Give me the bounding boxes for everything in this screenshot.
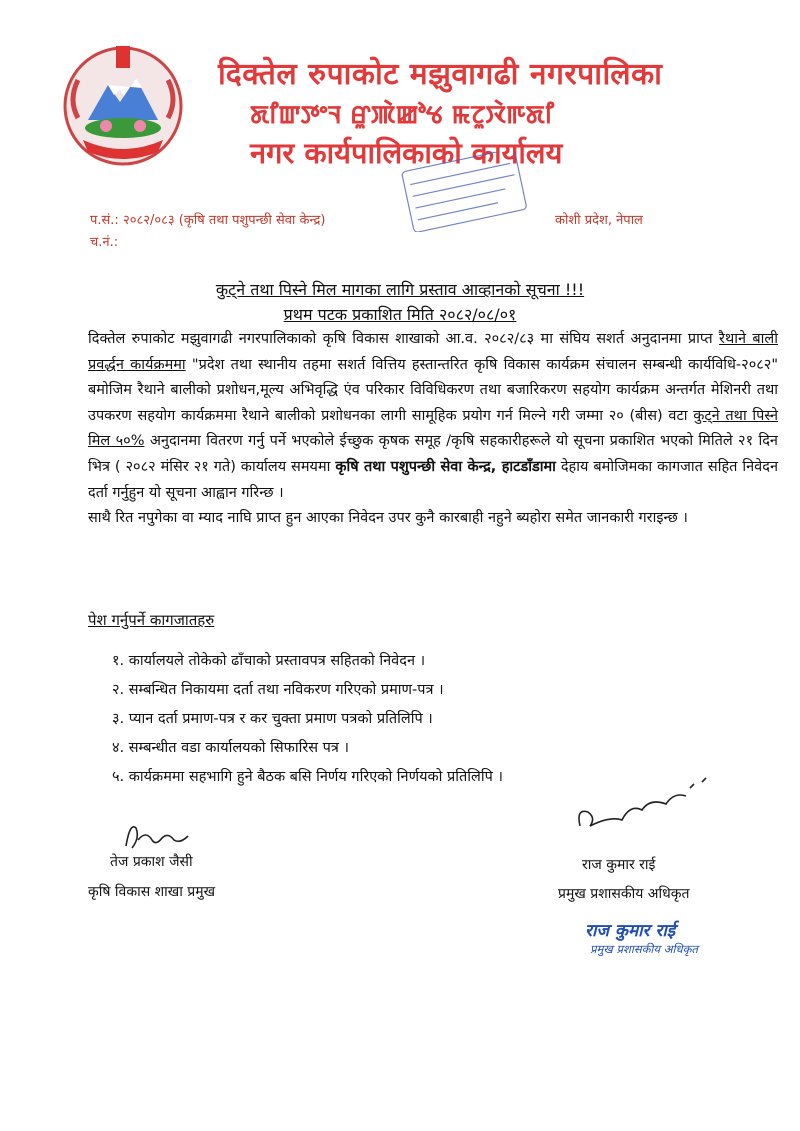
right-signatory-post: प्रमुख प्रशासकीय अधिकृत: [558, 886, 690, 902]
location: कोशी प्रदेश, नेपाल: [555, 213, 643, 228]
list-item: ३. प्यान दर्ता प्रमाण-पत्र र कर चुक्ता प्रमाण पत्रको प्रतिलिपि ।: [112, 711, 433, 727]
right-signatory-name: राज कुमार राई: [582, 857, 656, 873]
nepal-emblem-icon: [58, 40, 188, 166]
notice-title: कुट्ने तथा पिस्ने मिल मागका लागि प्रस्ताव आव्हानको सूचना !!!: [215, 280, 585, 299]
list-item: २. सम्बन्धित निकायमा दर्ता तथा नविकरण गरिएको प्रमाण-पत्र ।: [112, 682, 444, 698]
post-stamp: प्रमुख प्रशासकीय अधिकृत: [590, 942, 698, 956]
notice-body: [88, 327, 778, 532]
left-signatory-name: तेज प्रकाश जैसी: [110, 854, 193, 870]
body-paragraph-2: साथै रित नपुगेका वा म्याद नाघि प्राप्त हुन आएका निवेदन उपर कुनै कारबाही नहुने ब्यहोरा समेत जानकारी गराइन्छ ।: [88, 510, 688, 527]
left-signatory-post: कृषि विकास शाखा प्रमुख: [88, 884, 216, 900]
reference-number: प.सं.: २०८२/०८३ (कृषि तथा पशुपन्छी सेवा केन्द्र): [90, 213, 326, 228]
municipality-name-script: ꯗꯤꯛꯇꯦꯜ ꯔꯨꯄꯥꯀꯣꯠ ꯃꯖꯨꯋꯥꯒꯗꯤ: [250, 100, 554, 129]
list-item: ४. सम्बन्धीत वडा कार्यालयको सिफारिस पत्र ।: [112, 740, 350, 756]
notice-subtitle: प्रथम पटक प्रकाशित मिति २०८२/०८/०१: [283, 305, 517, 324]
dispatch-number: च.नं.:: [90, 235, 119, 250]
list-item: ५. कार्यक्रममा सहभागि हुने बैठक बसि निर्णय गरिएको निर्णयको प्रतिलिपि ।: [112, 769, 503, 785]
documents-heading: पेश गर्नुपर्ने कागजातहरु: [88, 611, 215, 629]
name-stamp: राज कुमार राई: [585, 921, 676, 941]
office-name: नगर कार्यपालिकाको कार्यालय: [250, 136, 563, 170]
list-item: १. कार्यालयले तोकेको ढाँचाको प्रस्तावपत्र सहितको निवेदन ।: [112, 653, 426, 669]
left-signature: [118, 818, 198, 854]
documents-list: [112, 650, 503, 795]
right-signature: [570, 768, 720, 838]
office-stamp: [395, 152, 530, 232]
municipality-name: दिक्तेल रुपाकोट मझुवागढी नगरपालिका: [218, 57, 663, 92]
body-paragraph-1: दिक्तेल रुपाकोट मझुवागढी नगरपालिकाको कृषि विकास शाखाको आ.व. २०८२/८३ मा संघिय सशर्त अनुदानमा प्राप्त रैथाने बाली प्रवर्द्धन कार्यक्रममा "प्रदेश तथा स्थानीय तहमा सशर्त वित्तिय हस्तान्तरित कृषि विकास कार्यक्रम संचालन सम्बन्धी कार्यविधि-२०८२" बमोजिम रैथाने बालीको प्रशोधन,मूल्य अभिवृद्धि एंव परिकार विविधिकरण तथा बजारिकरण सहयोग कार्यक्रम अन्तर्गत मेशिनरी तथा उपकरण सहयोग कार्यक्रममा रैथाने बालीको प्रशोधनका लागी सामूहिक प्रयोग गर्न मिल्ने गरी जम्मा २० (बीस) वटा कुट्ने तथा पिस्ने मिल ५०% अनुदानमा वितरण गर्नु पर्ने भएकोले ईच्छुक कृषक समूह /कृषि सहकारीहरूले यो सूचना प्रकाशित भएको मितिले २१ दिन भित्र ( २०८२ मंसिर २१ गते) कार्यालय समयमा कृषि तथा पशुपन्छी सेवा केन्द्र, हाटडाँडामा देहाय बमोजिमका कागजात सहित निवेदन दर्ता गर्नुहुन यो सूचना आह्वान गरिन्छ ।: [88, 331, 778, 501]
